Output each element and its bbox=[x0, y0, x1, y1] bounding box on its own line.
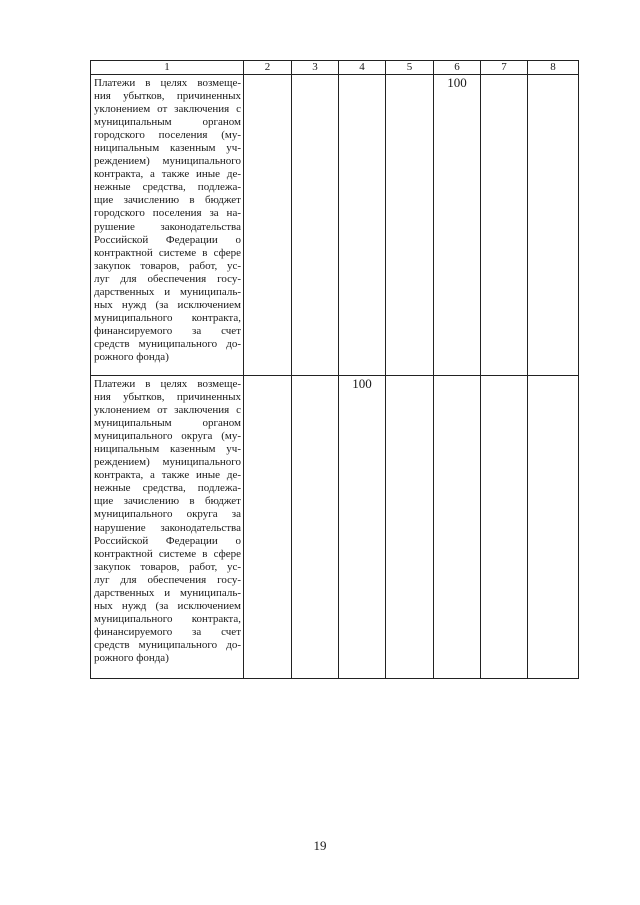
description-line: Платежи в целях возмеще- bbox=[94, 77, 241, 89]
description-line: уклонением от заключения с bbox=[94, 103, 241, 116]
value-cell bbox=[292, 75, 339, 376]
column-header: 5 bbox=[386, 61, 434, 75]
description-line: рожного фонда) bbox=[94, 651, 169, 664]
value-cell bbox=[339, 75, 386, 376]
value-cell: 100 bbox=[339, 376, 386, 679]
description-line: закупок товаров, работ, ус- bbox=[94, 560, 241, 573]
column-header: 6 bbox=[434, 61, 481, 75]
description-line: финансируемого за счет bbox=[94, 324, 241, 337]
description-line: городского поселения за на- bbox=[94, 207, 241, 220]
description-line: контрактной системе в сфере bbox=[94, 246, 241, 259]
description-line: дарственных и муниципаль- bbox=[94, 285, 241, 298]
page-number: 19 bbox=[313, 838, 327, 853]
description-line: щие зачислению в бюджет bbox=[94, 194, 241, 207]
description-line: луг для обеспечения госу- bbox=[94, 573, 241, 586]
description-line: ниципальным казенным уч- bbox=[94, 443, 241, 456]
description-line: муниципального округа (му- bbox=[94, 430, 241, 443]
value-cell bbox=[481, 75, 528, 376]
value-cell bbox=[244, 376, 292, 679]
description-line: рушение законодательства bbox=[94, 220, 241, 233]
description-line: средств муниципального до- bbox=[94, 638, 241, 651]
column-header: 8 bbox=[528, 61, 579, 75]
description-line: луг для обеспечения госу- bbox=[94, 272, 241, 285]
value-cell bbox=[481, 376, 528, 679]
description-line: контракта, а также иные де- bbox=[94, 469, 241, 482]
description-line: закупок товаров, работ, ус- bbox=[94, 259, 241, 272]
value-cell: 100 bbox=[434, 75, 481, 376]
value-cell bbox=[528, 75, 579, 376]
description-line: ниципальным казенным уч- bbox=[94, 142, 241, 155]
description-line: ных нужд (за исключением bbox=[94, 298, 241, 311]
value-cell bbox=[434, 376, 481, 679]
description-line: ния убытков, причиненных bbox=[94, 391, 241, 404]
description-line: контрактной системе в сфере bbox=[94, 547, 241, 560]
description-line: городского поселения (му- bbox=[94, 129, 241, 142]
description-cell bbox=[91, 376, 244, 679]
value-cell bbox=[528, 376, 579, 679]
description-line: Платежи в целях возмеще- bbox=[94, 378, 241, 390]
description-text bbox=[91, 75, 243, 364]
column-header: 7 bbox=[481, 61, 528, 75]
description-line: дарственных и муниципаль- bbox=[94, 586, 241, 599]
description-line: средств муниципального до- bbox=[94, 337, 241, 350]
description-line: реждением) муниципального bbox=[94, 456, 241, 469]
description-line: контракта, а также иные де- bbox=[94, 168, 241, 181]
description-line: ния убытков, причиненных bbox=[94, 90, 241, 103]
value-cell bbox=[292, 376, 339, 679]
description-line: муниципального контракта, bbox=[94, 612, 241, 625]
description-cell bbox=[91, 75, 244, 376]
description-line: муниципальным органом bbox=[94, 116, 241, 129]
value-cell bbox=[386, 75, 434, 376]
description-line: муниципального округа за bbox=[94, 508, 241, 521]
description-line: муниципального контракта, bbox=[94, 311, 241, 324]
description-line: уклонением от заключения с bbox=[94, 404, 241, 417]
column-header: 2 bbox=[244, 61, 292, 75]
description-line: нарушение законодательства bbox=[94, 521, 241, 534]
table-row bbox=[91, 376, 579, 679]
description-line: Российской Федерации о bbox=[94, 534, 241, 547]
description-line: нежные средства, подлежа- bbox=[94, 181, 241, 194]
value-cell bbox=[244, 75, 292, 376]
description-line: рожного фонда) bbox=[94, 350, 169, 363]
description-line: муниципальным органом bbox=[94, 417, 241, 430]
description-line: нежные средства, подлежа- bbox=[94, 482, 241, 495]
description-line: финансируемого за счет bbox=[94, 625, 241, 638]
value-cell bbox=[386, 376, 434, 679]
description-line: Российской Федерации о bbox=[94, 233, 241, 246]
header-row bbox=[91, 61, 579, 75]
column-header: 3 bbox=[292, 61, 339, 75]
description-text bbox=[91, 376, 243, 665]
column-header: 4 bbox=[339, 61, 386, 75]
table-row bbox=[91, 75, 579, 376]
description-line: щие зачислению в бюджет bbox=[94, 495, 241, 508]
description-line: ных нужд (за исключением bbox=[94, 599, 241, 612]
data-table bbox=[90, 60, 579, 679]
column-header: 1 bbox=[91, 61, 244, 75]
description-line: реждением) муниципального bbox=[94, 155, 241, 168]
